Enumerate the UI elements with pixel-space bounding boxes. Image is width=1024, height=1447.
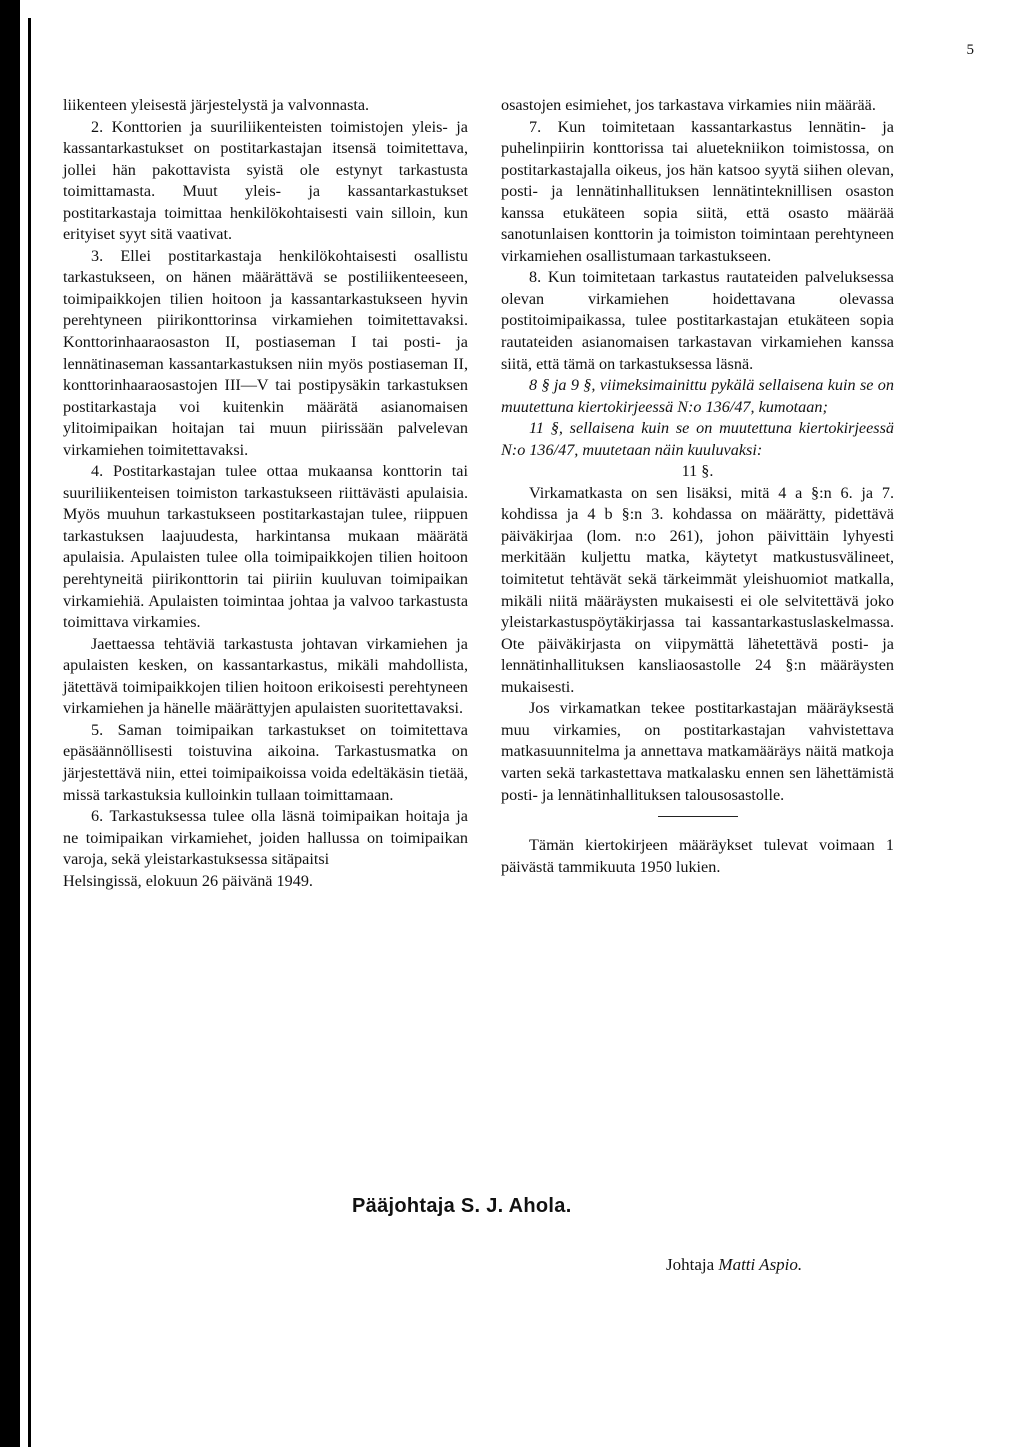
director-title: Johtaja — [666, 1255, 715, 1274]
closing-paragraph: Tämän kiertokirjeen määräykset tulevat voimaan 1 päivästä tammikuuta 1950 lukien. — [501, 836, 894, 876]
page-number: 5 — [966, 42, 974, 58]
date-line: Helsingissä, elokuun 26 päivänä 1949. — [63, 871, 313, 890]
paragraph-4: 4. Postitarkastajan tulee ottaa mukaansa konttorin tai suuriliikenteisen toimiston tarkastukseen riittävästi apulaisia. Myös muuhun tarkastukseen postitarkastajan tulee, riippuen tarkastuksen laajuudesta, harkintansa mukaan määrätä apulaisia. Apulaisten tulee olla toimipaikkojen tilien hoitoon perehtyneitä piirikonttorin tai piiriin kuuluvan toimipaikan virkamiehiä. Apulaisten toimintaa johtaa ja valvoo tarkastusta toimittava virkamies. — [63, 462, 468, 632]
amendment-repeal: 8 § ja 9 §, viimeksimainittu pykälä sellaisena kuin se on muutettuna kiertokirjeessä N:o 136/47, kumotaan; — [501, 376, 894, 416]
paragraph-8: 8. Kun toimitetaan tarkastus rautateiden palveluksessa olevan virkamiehen hoidettavana olevassa postitoimipaikassa, tulee postitarkastajan etukäteen sopia rautateiden asianomaisen tarkastavan virkamiehen kanssa siitä, että tämä on tarkastuksessa läsnä. — [501, 268, 894, 373]
paragraph-2: 2. Konttorien ja suuriliikenteisten toimistojen yleis- ja kassantarkastukset on postitarkastajan itsensä toimitettava, jollei hän pakottavista syistä ole estynyt tarkastusta toimittamasta. Muut yleis- ja kassantarkastukset postitarkastaja toimittaa henkilökohtaisesti vain silloin, kun erityiset syyt sitä vaativat. — [63, 117, 468, 244]
paragraph-6: 6. Tarkastuksessa tulee olla läsnä toimipaikan hoitaja ja ne toimipaikan virkamiehet, joiden hallussa on toimipaikan varoja, sekä yleistarkastuksessa sitäpaitsi — [63, 807, 468, 869]
paragraph-5: 5. Saman toimipaikan tarkastukset on toimitettava epäsäännöllisesti toistuvina aikoina. Tarkastusmatka on järjestettävä niin, ettei toimipaikoissa voida edeltäkäsin tietää, missä tarkastuksia kulloinkin tullaan toimittamaan. — [63, 720, 468, 804]
paragraph-6-continued: osastojen esimiehet, jos tarkastava virkamies niin määrää. — [501, 96, 876, 114]
paragraph-7: 7. Kun toimitetaan kassantarkastus lennätin- ja puhelinpiirin konttorissa tai aluetekniikon toimistossa, on postitarkastajalla oikeus, jos hän katsoo syytä siihen olevan, posti- ja lennätinhallituksen lennätinteknillisen osaston kanssa etukäteen sopia siitä, että osasto määrää sanotunlaisen konttorin ja toimiston toimintaan perehtyneen virkamiehen osallistumaan tarkastukseen. — [501, 117, 894, 265]
section-11-paragraph-1: Virkamatkasta on sen lisäksi, mitä 4 a §:n 6. ja 7. kohdissa ja 4 b §:n 3. kohdassa on määrätty, pidettävä päiväkirjaa (lom. n:o 261), johon päivittäin lyhyesti merkitään kuljettu matka, käytetyt matkustusvälineet, toimitetut tehtävät sekä tärkeimmät yleishuomiot matkalla, mikäli niitä määräysten mukaisesti ei ole selvitettävä joko yleistarkastuspöytäkirjassa tai kassantarkastuslaskelmassa. Ote päiväkirjasta on viipymättä lähetettävä posti- ja lennätinhallituksen kansliaosastolle 24 §:n määräysten mukaisesti. — [501, 483, 894, 696]
paragraph-4b: Jaettaessa tehtäviä tarkastusta johtavan virkamiehen ja apulaisten kesken, on kassantarkastus, mikäli mahdollista, jätettävä toimipaikkojen tilien hoitoon erikoisesti perehtyneen virkamiehen ja hänelle määrättyjen apulaisten suoritettavaksi. — [63, 634, 468, 718]
paragraph-intro: liikenteen yleisestä järjestelystä ja valvonnasta. — [63, 96, 370, 114]
left-column — [63, 95, 468, 892]
amendment-change: 11 §, sellaisena kuin se on muutettuna kiertokirjeessä N:o 136/47, muutetaan näin kuuluvaksi: — [501, 419, 894, 459]
paragraph-3: 3. Ellei postitarkastaja henkilökohtaisesti osallistu tarkastukseen, on hänen määrättävä se postiliikenteeseen, toimipaikkojen tilien hoitoon ja kassantarkastukseen hyvin perehtyneen piirikonttorinsa virkamiehen toimitettavaksi. Konttorinhaaraosaston II, postiaseman I tai posti- ja lennätinaseman kassantarkastuksen niin myös postiaseman II, konttorinhaaraosastojen III—V tai postipysäkin tarkastuksen postitarkastaja voi kuitenkin määrätä asianomaisen ylitoimipaikan hoitajan tai muun piirissään palvelevan virkamiehen toimitettavaksi. — [63, 246, 468, 459]
section-11-paragraph-2: Jos virkamatkan tekee postitarkastajan määräyksestä muu virkamies, on postitarkastajan vahvistettava matkasuunnitelma ja annettava matkamääräys näitä matkoja varten sekä tarkastettava matkalasku ennen sen lähettämistä posti- ja lennätinhallituksen talousosastolle. — [501, 699, 894, 804]
director-name: Matti Aspio. — [718, 1255, 803, 1274]
director-signature — [666, 1255, 802, 1275]
section-heading: 11 §. — [681, 462, 714, 481]
director-general-signature: Pääjohtaja S. J. Ahola. — [352, 1195, 572, 1217]
divider-rule — [658, 816, 738, 817]
scan-edge-bar — [0, 0, 20, 1447]
scan-edge-line — [28, 18, 31, 1447]
right-column — [501, 95, 894, 878]
